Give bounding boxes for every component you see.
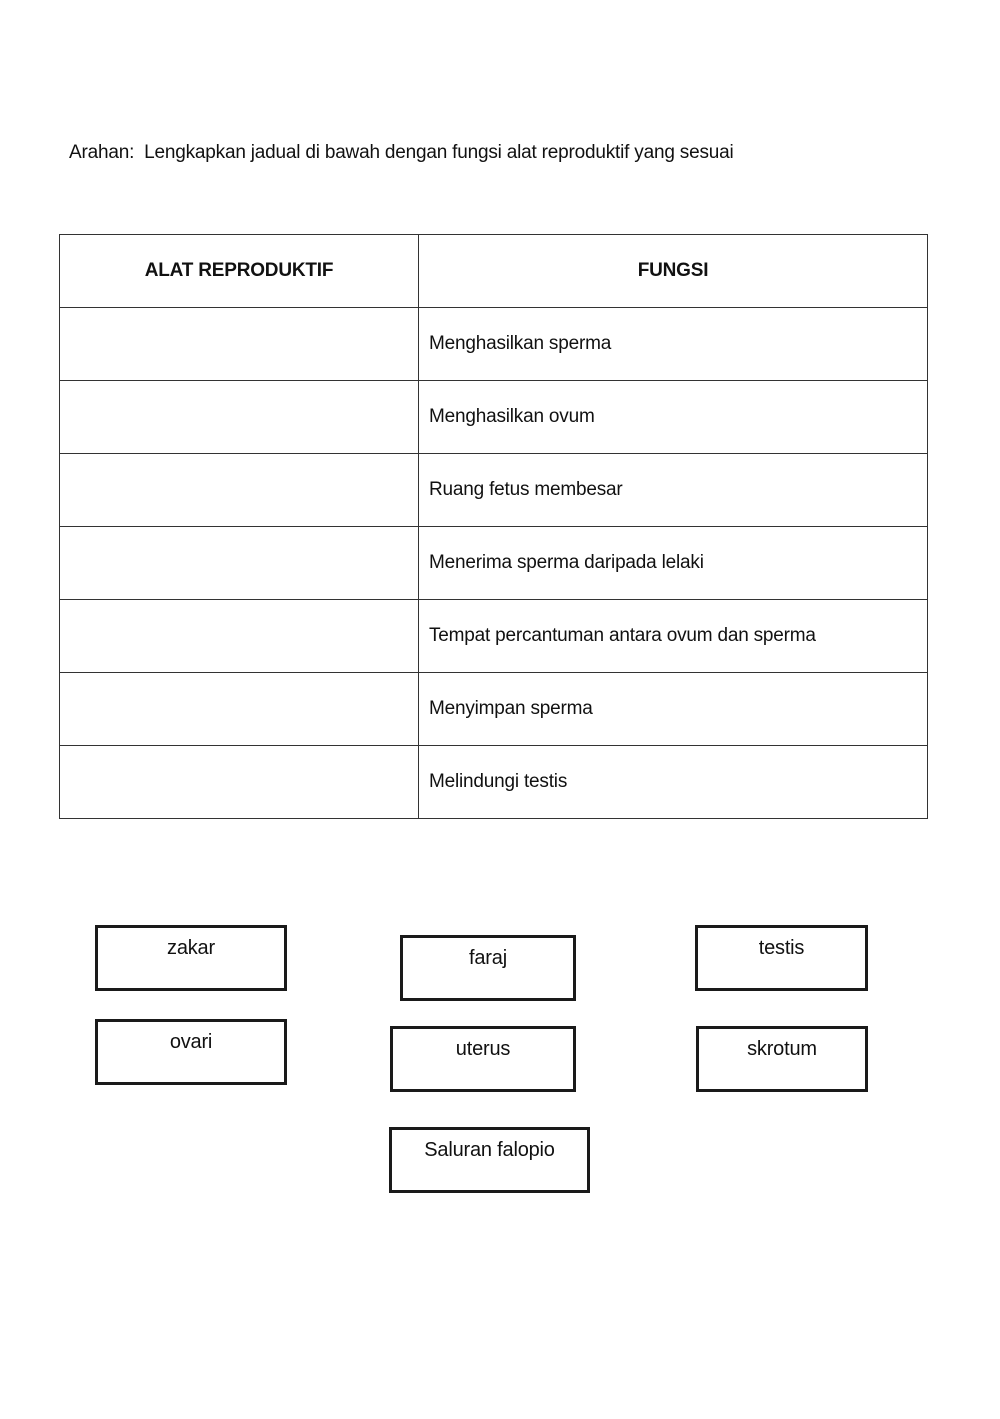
function-cell: Melindungi testis — [419, 746, 928, 819]
answer-drop-zone-7[interactable] — [60, 746, 419, 819]
answer-drop-zone-6[interactable] — [60, 673, 419, 746]
answer-card-zakar[interactable]: zakar — [95, 925, 287, 991]
answer-card-skrotum[interactable]: skrotum — [696, 1026, 868, 1092]
function-cell: Menghasilkan ovum — [419, 381, 928, 454]
table-row — [60, 746, 928, 819]
answer-card-testis[interactable]: testis — [695, 925, 868, 991]
answer-card-saluran-falopio[interactable]: Saluran falopio — [389, 1127, 590, 1193]
function-cell: Menerima sperma daripada lelaki — [419, 527, 928, 600]
answer-card-uterus[interactable]: uterus — [390, 1026, 576, 1092]
function-cell: Ruang fetus membesar — [419, 454, 928, 527]
table-row — [60, 308, 928, 381]
function-cell: Menghasilkan sperma — [419, 308, 928, 381]
header-function: FUNGSI — [419, 235, 928, 308]
table-header-row — [60, 235, 928, 308]
answer-drop-zone-4[interactable] — [60, 527, 419, 600]
instruction-body: Lengkapkan jadual di bawah dengan fungsi alat reproduktif yang sesuai — [144, 142, 734, 163]
answer-card-ovari[interactable]: ovari — [95, 1019, 287, 1085]
answer-drop-zone-1[interactable] — [60, 308, 419, 381]
answer-card-faraj[interactable]: faraj — [400, 935, 576, 1001]
answer-drop-zone-2[interactable] — [60, 381, 419, 454]
table-row — [60, 454, 928, 527]
table-row — [60, 600, 928, 673]
function-cell: Menyimpan sperma — [419, 673, 928, 746]
table-row — [60, 381, 928, 454]
answer-drop-zone-3[interactable] — [60, 454, 419, 527]
header-organ: ALAT REPRODUKTIF — [60, 235, 419, 308]
table-row — [60, 527, 928, 600]
instruction-label: Arahan: — [69, 142, 135, 163]
table-row — [60, 673, 928, 746]
answer-drop-zone-5[interactable] — [60, 600, 419, 673]
reproductive-organ-table — [59, 234, 928, 819]
function-cell: Tempat percantuman antara ovum dan sperma — [419, 600, 928, 673]
instruction-text — [69, 142, 734, 164]
